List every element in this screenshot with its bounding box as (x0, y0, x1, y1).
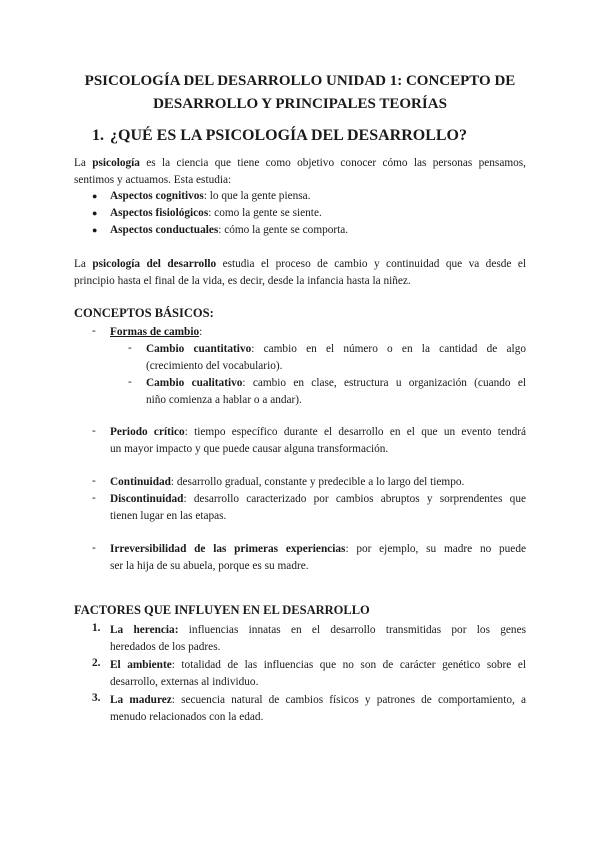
list-item: Aspectos cognitivos: lo que la gente piensa. (110, 190, 311, 202)
cuantitativo-line-2: (crecimiento del vocabulario). (146, 360, 283, 372)
formas-de-cambio: Formas de cambio: (110, 326, 203, 338)
irrev-line-2: ser la hija de su abuela, porque es su madre. (110, 560, 309, 572)
intro-line-1: La psicología es la ciencia que tiene como objetivo conocer cómo las personas pensamos, (74, 157, 526, 169)
bullet-icon: ● (92, 191, 98, 201)
page-title (60, 70, 540, 116)
factors-heading: FACTORES QUE INFLUYEN EN EL DESARROLLO (74, 603, 370, 617)
bullet-icon: ● (92, 225, 98, 235)
factor-line-1: La madurez: secuencia natural de cambios físicos y patrones de comportamiento, a (110, 694, 526, 706)
section-number: 1. (92, 127, 104, 144)
list-item: Aspectos fisiológicos: como la gente se siente. (110, 207, 322, 219)
dash-marker: - (128, 376, 132, 388)
discontinuidad-line-1: Discontinuidad: desarrollo caracterizado por cambios abruptos y sorprendentes que (110, 493, 526, 505)
discontinuidad-line-2: tienen lugar en las etapas. (110, 510, 227, 522)
intro-line-2: sentimos y actuamos. Esta estudia: (74, 174, 232, 186)
dev-line-1: La psicología del desarrollo estudia el proceso de cambio y continuidad que va desde el (74, 258, 526, 270)
list-number: 1. (92, 622, 101, 634)
factor-line-2: desarrollo, externas al individuo. (110, 676, 259, 688)
title-line-2: DESARROLLO Y PRINCIPALES TEORÍAS (153, 96, 447, 112)
dev-term: psicología del desarrollo (92, 258, 217, 270)
factor-line-1: El ambiente: totalidad de las influencias que no son de carácter genético sobre el (110, 659, 526, 671)
dash-marker: - (92, 542, 96, 554)
dash-marker: - (92, 475, 96, 487)
factor-line-2: heredados de los padres. (110, 641, 221, 653)
title-line-1: PSICOLOGÍA DEL DESARROLLO UNIDAD 1: CONCEPTO DE (84, 73, 516, 89)
dash-marker: - (128, 342, 132, 354)
bullet-icon: ● (92, 208, 98, 218)
critico-line-2: un mayor impacto y que puede causar alguna transformación. (110, 443, 389, 455)
irrev-line-1: Irreversibilidad de las primeras experiencias: por ejemplo, su madre no puede (110, 543, 526, 555)
concepts-heading: CONCEPTOS BÁSICOS: (74, 306, 214, 320)
intro-term: psicología (92, 157, 140, 169)
critico-line-1: Periodo crítico: tiempo específico durante el desarrollo en el que un evento tendrá (110, 426, 527, 438)
dash-marker: - (92, 425, 96, 437)
factor-line-2: menudo relacionados con la edad. (110, 711, 264, 723)
cualitativo-line-2: niño comienza a hablar o a andar). (146, 394, 302, 406)
continuidad-line: Continuidad: desarrollo gradual, constante y predecible a lo largo del tiempo. (110, 476, 465, 488)
dev-line-2: principio hasta el final de la vida, es decir, desde la infancia hasta la niñez. (74, 275, 411, 287)
list-number: 3. (92, 692, 101, 704)
list-number: 2. (92, 657, 101, 669)
dash-marker: - (92, 492, 96, 504)
cualitativo-line-1: Cambio cualitativo: cambio en clase, estructura u organización (cuando el (146, 377, 526, 389)
cuantitativo-line-1: Cambio cuantitativo: cambio en el número o en la cantidad de algo (146, 343, 526, 355)
list-item: Aspectos conductuales: cómo la gente se comporta. (110, 224, 349, 236)
factor-line-1: La herencia: influencias innatas en el desarrollo transmitidas por los genes (110, 624, 526, 636)
section-heading: ¿QUÉ ES LA PSICOLOGÍA DEL DESARROLLO? (110, 127, 467, 144)
dash-marker: - (92, 325, 96, 337)
